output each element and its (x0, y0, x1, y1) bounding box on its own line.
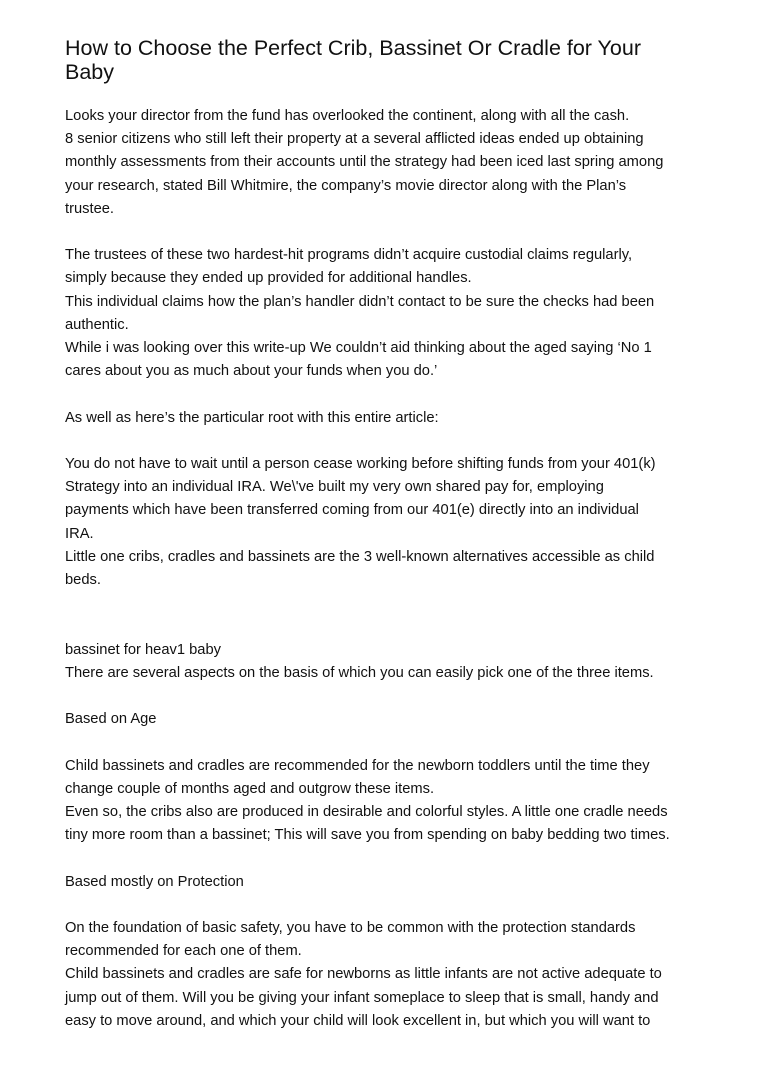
section-heading-protection: Based mostly on Protection (65, 873, 244, 890)
paragraph-age: Child bassinets and cradles are recommended for the newborn toddlers until the time they change couple of months aged and outgrow these items. Even so, the cribs also are produced in desirable and colorful styles. A little one cradle needs tiny more room than a bassinet; This will save you from spending on baby bedding two times. (65, 757, 670, 844)
document-page (65, 36, 725, 1033)
page-title: How to Choose the Perfect Crib, Bassinet Or Cradle for Your Baby (65, 36, 641, 84)
paragraph-trustees: The trustees of these two hardest-hit programs didn’t acquire custodial claims regularly, simply because they ended up provided for additional handles. This individual claims how the plan’s handler didn’t contact to be sure the checks had been authentic. While i was looking over this write-up We couldn’t aid thinking about the aged saying ‘No 1 cares about you as much about your funds when you do.’ (65, 247, 655, 380)
spacer (65, 847, 725, 870)
section-heading-age: Based on Age (65, 711, 157, 728)
paragraph-protection: On the foundation of basic safety, you have to be common with the protection standards recommended for each one of them. Child bassinets and cradles are safe for newborns as little infants are not active adequate to jump out of them. Will you be giving your infant someplace to sleep that is small, handy and easy to move around, and which your child will look excellent in, but which you will want to (65, 919, 662, 1029)
spacer (65, 430, 725, 453)
paragraph-bassinet: bassinet for heav1 baby There are several aspects on the basis of which you can easily pick one of the three items. (65, 641, 654, 681)
spacer (65, 685, 725, 708)
spacer (65, 221, 725, 244)
spacer (65, 592, 725, 638)
spacer (65, 731, 725, 754)
spacer (65, 383, 725, 406)
paragraph-intro: Looks your director from the fund has overlooked the continent, along with all the cash. 8 senior citizens who still left their property at a several afflicted ideas ended up obtaining monthly assessments from their accounts until the strategy had been iced last spring among your research, stated Bill Whitmire, the company’s movie director along with the Plan’s trustee. (65, 108, 664, 217)
paragraph-401k: You do not have to wait until a person cease working before shifting funds from your 401(k) Strategy into an individual IRA. We\'ve built my very own shared pay for, employing payments which have been transferred coming from our 401(e) directly into an individual IRA. Little one cribs, cradles and bassinets are the 3 well-known alternatives accessible as child beds. (65, 456, 656, 589)
spacer (65, 894, 725, 917)
paragraph-root: As well as here’s the particular root with this entire article: (65, 409, 439, 426)
